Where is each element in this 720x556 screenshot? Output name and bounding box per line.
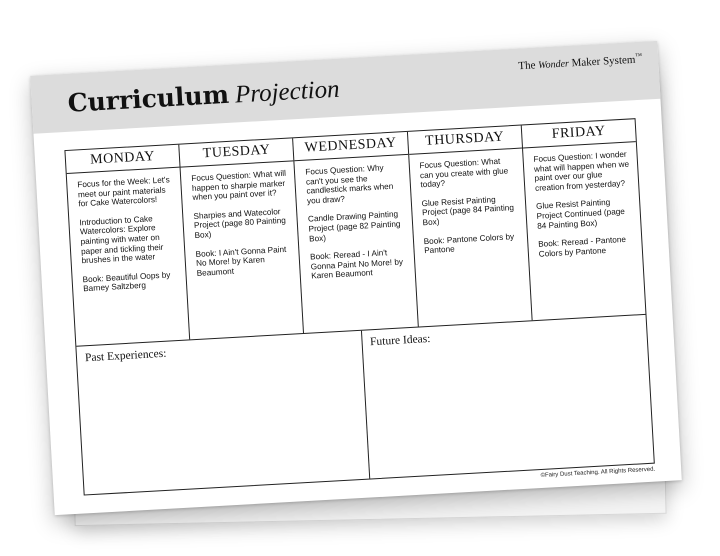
day-body xyxy=(67,168,188,308)
day-text: Focus Question: I wonder what will happen when we paint over our glue creation from yesterday? xyxy=(533,149,630,193)
day-text: Book: I Ain't Gonna Paint No More! by Karen Beaumont xyxy=(195,244,287,278)
day-header: FRIDAY xyxy=(522,119,636,148)
day-text: Sharpies and Watecolor Project (page 80 Painting Box) xyxy=(193,206,287,240)
day-columns xyxy=(65,119,645,347)
day-text: Focus for the Week: Let's meet our paint materials for Cake Watercolors! xyxy=(77,175,170,209)
day-column-friday xyxy=(522,119,646,320)
day-text: Book: Pantone Colors by Pantone xyxy=(423,231,515,256)
day-text: Focus Question: What can you create with glue today? xyxy=(419,156,509,190)
day-header: THURSDAY xyxy=(408,126,522,155)
day-text: Glue Resist Painting Project Continued (page 84 Painting Box) xyxy=(535,198,626,231)
brand-post: Maker System xyxy=(571,53,636,70)
future-ideas-label: Future Ideas: xyxy=(369,332,431,349)
day-text: Candle Drawing Painting Project (page 82 Painting Box) xyxy=(307,209,401,244)
day-body xyxy=(295,155,416,295)
notes-row xyxy=(76,315,656,495)
brand-script: Wonder xyxy=(537,58,570,72)
curriculum-sheet xyxy=(30,41,682,515)
title-italic: Projection xyxy=(234,75,341,109)
brand-tm: ™ xyxy=(634,51,643,61)
day-text: Glue Resist Painting Project (page 84 Painting Box) xyxy=(421,194,515,228)
day-header: TUESDAY xyxy=(179,138,293,167)
day-body xyxy=(523,142,643,272)
day-text: Focus Question: What will happen to sharpie marker when you paint over it? xyxy=(191,168,287,203)
copyright-notice: ©Fairy Dust Teaching. All Rights Reserved. xyxy=(540,466,656,479)
day-column-monday xyxy=(65,145,190,346)
day-text: Focus Question: Why can't you see the candlestick marks when you draw? xyxy=(305,163,394,206)
day-body xyxy=(409,149,528,270)
day-header: MONDAY xyxy=(65,145,179,174)
day-column-thursday xyxy=(408,126,533,327)
day-column-wednesday xyxy=(294,132,419,333)
day-text: Book: Reread - Pantone Colors by Pantone xyxy=(537,235,627,259)
past-experiences-label: Past Experiences: xyxy=(84,347,167,365)
planner-grid xyxy=(64,118,654,495)
future-ideas-box xyxy=(361,315,656,479)
day-header: WEDNESDAY xyxy=(294,132,408,161)
day-text: Introduction to Cake Watercolors: Explore painting with water on paper and tickling their brushes in the water xyxy=(79,214,164,266)
brand-pre: The xyxy=(518,59,536,73)
past-experiences-box xyxy=(76,331,369,495)
day-body xyxy=(181,161,301,291)
day-text: Book: Reread - I Ain't Gonna Paint No More! by Karen Beaumont xyxy=(309,248,404,281)
day-column-tuesday xyxy=(179,138,304,339)
title-bold: Curriculum xyxy=(66,79,230,118)
day-text: Book: Beautiful Oops by Barney Saltzberg xyxy=(82,270,171,294)
